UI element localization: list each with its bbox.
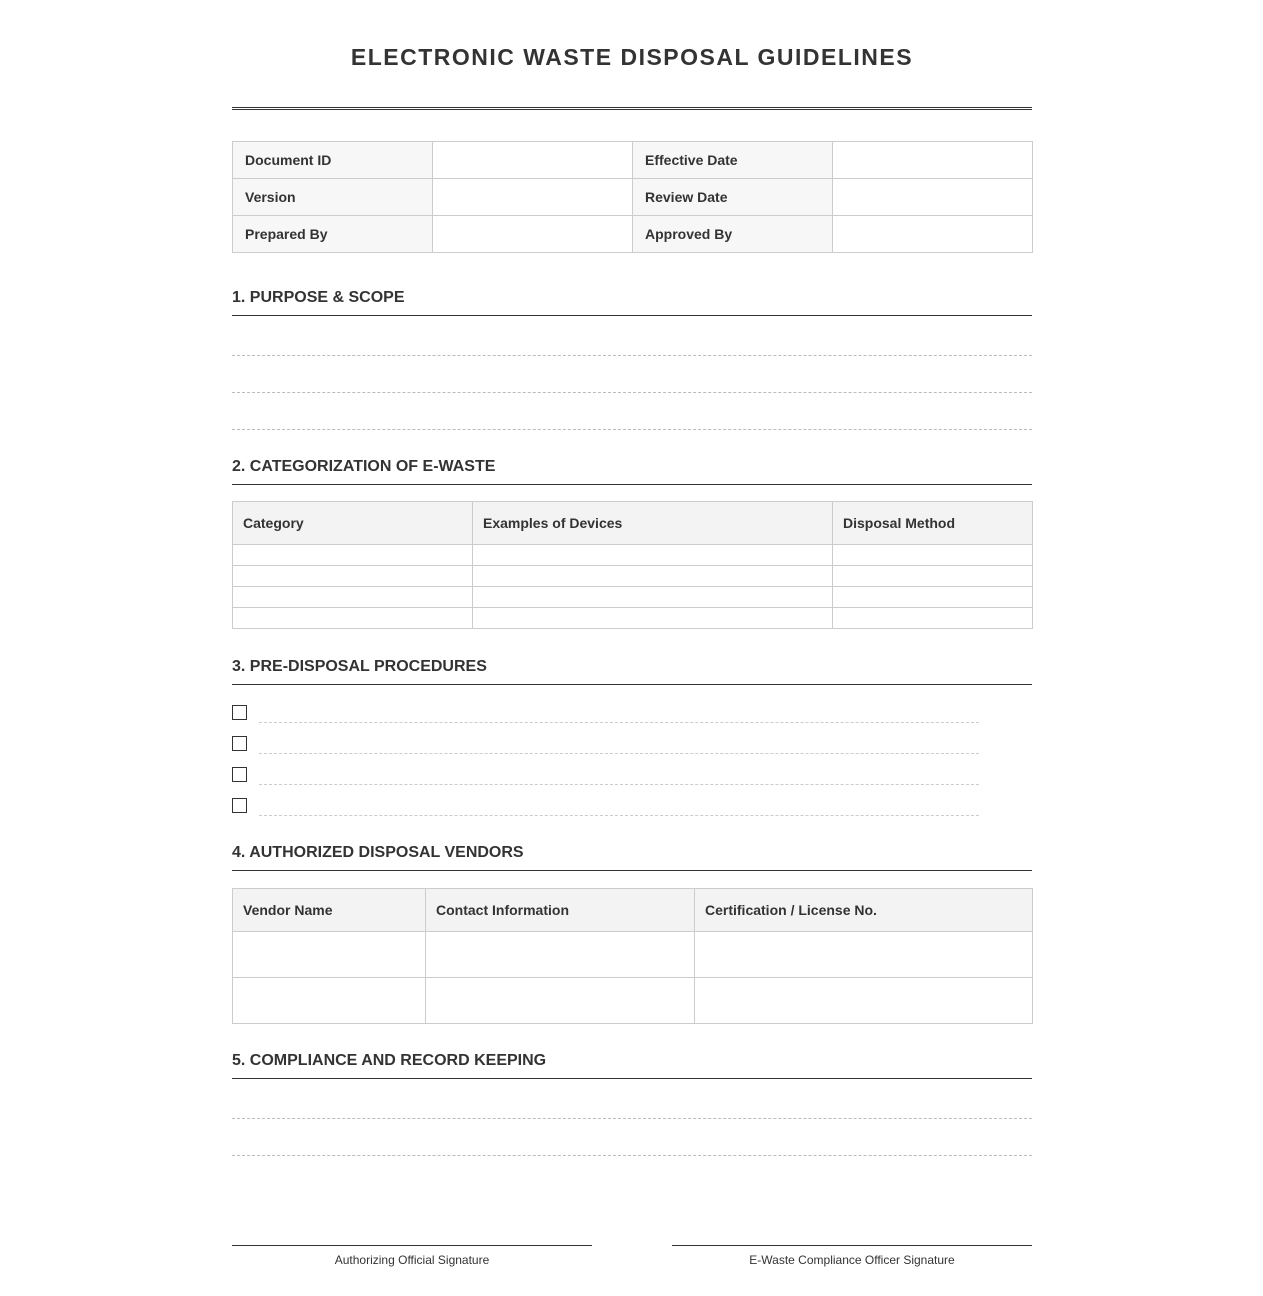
column-header-examples: Examples of Devices <box>473 502 833 545</box>
table-cell[interactable] <box>233 587 473 608</box>
column-header-disposal-method: Disposal Method <box>833 502 1033 545</box>
prepared-by-label: Prepared By <box>233 216 433 253</box>
section-compliance-heading: 5. COMPLIANCE AND RECORD KEEPING <box>232 1052 1032 1079</box>
table-cell[interactable] <box>473 587 833 608</box>
signature-authorizing-official[interactable] <box>232 1245 592 1267</box>
title-double-rule <box>232 107 1032 110</box>
table-header-row <box>233 502 1033 545</box>
checklist-write-line[interactable] <box>259 815 979 816</box>
effective-date-label: Effective Date <box>633 142 833 179</box>
table-cell[interactable] <box>695 978 1033 1024</box>
checklist-item <box>232 798 980 816</box>
table-cell[interactable] <box>233 566 473 587</box>
table-row <box>233 545 1033 566</box>
table-cell[interactable] <box>473 566 833 587</box>
signature-label: Authorizing Official Signature <box>334 1253 490 1267</box>
approved-by-field[interactable] <box>833 216 1033 253</box>
signature-label: E-Waste Compliance Officer Signature <box>749 1253 955 1267</box>
approved-by-label: Approved By <box>633 216 833 253</box>
checklist-write-line[interactable] <box>259 753 979 754</box>
column-header-contact-information: Contact Information <box>426 889 695 932</box>
section-purpose-heading: 1. PURPOSE & SCOPE <box>232 289 1032 316</box>
purpose-write-line[interactable] <box>232 355 1032 356</box>
checkbox[interactable] <box>232 767 247 782</box>
vendors-table <box>232 888 1033 1024</box>
effective-date-field[interactable] <box>833 142 1033 179</box>
table-row <box>233 978 1033 1024</box>
checklist-write-line[interactable] <box>259 722 979 723</box>
table-row <box>233 587 1033 608</box>
checkbox[interactable] <box>232 798 247 813</box>
purpose-write-line[interactable] <box>232 429 1032 430</box>
section-vendors-heading: 4. AUTHORIZED DISPOSAL VENDORS <box>232 844 1032 871</box>
table-cell[interactable] <box>833 545 1033 566</box>
checklist-item <box>232 767 980 785</box>
table-cell[interactable] <box>833 608 1033 629</box>
info-row <box>233 216 1033 253</box>
table-cell[interactable] <box>473 545 833 566</box>
table-cell[interactable] <box>473 608 833 629</box>
table-row <box>233 932 1033 978</box>
purpose-write-line[interactable] <box>232 392 1032 393</box>
version-field[interactable] <box>433 179 633 216</box>
document-id-label: Document ID <box>233 142 433 179</box>
table-row <box>233 608 1033 629</box>
document-info-table <box>232 141 1033 253</box>
info-row <box>233 142 1033 179</box>
info-row <box>233 179 1033 216</box>
review-date-field[interactable] <box>833 179 1033 216</box>
table-cell[interactable] <box>233 932 426 978</box>
checkbox[interactable] <box>232 705 247 720</box>
checklist-item <box>232 736 980 754</box>
prepared-by-field[interactable] <box>433 216 633 253</box>
checklist-item <box>232 705 980 723</box>
section-pre-disposal-heading: 3. PRE-DISPOSAL PROCEDURES <box>232 658 1032 685</box>
section-categorization-heading: 2. CATEGORIZATION OF E-WASTE <box>232 458 1032 485</box>
table-cell[interactable] <box>426 978 695 1024</box>
version-label: Version <box>233 179 433 216</box>
checkbox[interactable] <box>232 736 247 751</box>
table-cell[interactable] <box>233 545 473 566</box>
column-header-vendor-name: Vendor Name <box>233 889 426 932</box>
table-cell[interactable] <box>833 566 1033 587</box>
compliance-write-line[interactable] <box>232 1155 1032 1156</box>
checklist-write-line[interactable] <box>259 784 979 785</box>
document-id-field[interactable] <box>433 142 633 179</box>
signature-compliance-officer[interactable] <box>672 1245 1032 1267</box>
table-cell[interactable] <box>233 608 473 629</box>
table-cell[interactable] <box>695 932 1033 978</box>
categorization-table <box>232 501 1033 629</box>
table-header-row <box>233 889 1033 932</box>
table-cell[interactable] <box>233 978 426 1024</box>
column-header-certification: Certification / License No. <box>695 889 1033 932</box>
compliance-write-line[interactable] <box>232 1118 1032 1119</box>
table-cell[interactable] <box>833 587 1033 608</box>
review-date-label: Review Date <box>633 179 833 216</box>
document-title: ELECTRONIC WASTE DISPOSAL GUIDELINES <box>350 44 914 70</box>
table-cell[interactable] <box>426 932 695 978</box>
column-header-category: Category <box>233 502 473 545</box>
table-row <box>233 566 1033 587</box>
